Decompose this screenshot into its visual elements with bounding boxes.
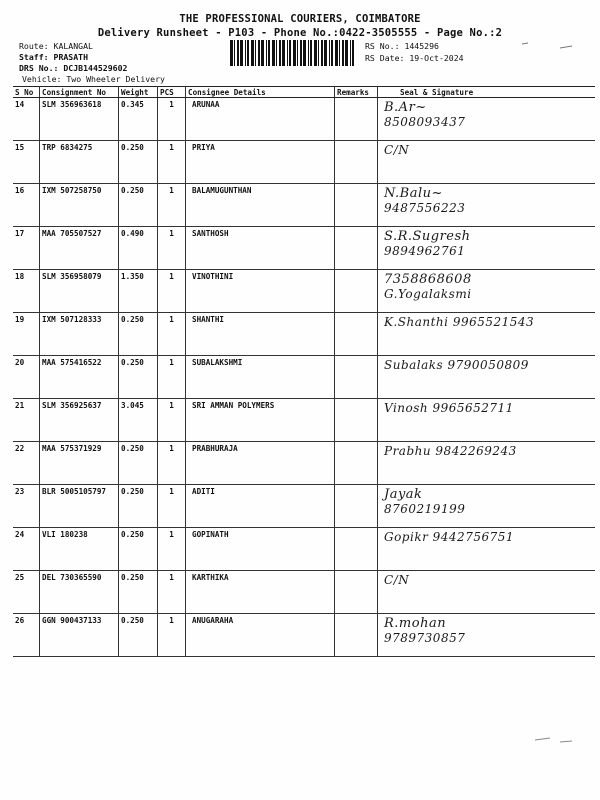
barcode-bar (266, 40, 267, 66)
rs-date-value: 19-Oct-2024 (409, 53, 464, 63)
header-sno: S No (13, 87, 40, 98)
row-consignee-name: SUBALAKSHMI (186, 356, 335, 399)
row-consignee-name: KARTHIKA (186, 571, 335, 614)
handwritten-signature (384, 487, 465, 516)
row-seal-signature (378, 227, 596, 270)
handwritten-signature (384, 229, 471, 258)
table-row (13, 184, 595, 227)
barcode-bar (314, 40, 317, 66)
row-remarks (335, 442, 378, 485)
row-sno: 16 (13, 184, 40, 227)
barcode-bar (293, 40, 296, 66)
row-consignee-name: ADITI (186, 485, 335, 528)
row-sno: 19 (13, 313, 40, 356)
row-weight: 3.045 (119, 399, 158, 442)
table-row (13, 270, 595, 313)
row-consignee-name: PRABHURAJA (186, 442, 335, 485)
row-weight: 0.250 (119, 313, 158, 356)
row-pcs: 1 (158, 485, 186, 528)
row-weight: 0.250 (119, 485, 158, 528)
rs-no-value: 1445296 (404, 41, 439, 51)
handwritten-signature (384, 143, 409, 157)
barcode-bar (287, 40, 288, 66)
row-pcs: 1 (158, 356, 186, 399)
signature-line-2: Subalaks 9790050809 (384, 358, 529, 372)
row-sno: 21 (13, 399, 40, 442)
drs-value: DCJB144529602 (63, 63, 128, 73)
handwritten-signature (384, 444, 517, 458)
row-pcs: 1 (158, 313, 186, 356)
table-row (13, 98, 595, 141)
route-line (19, 41, 93, 51)
barcode-bar (261, 40, 264, 66)
signature-line-2: 8508093437 (384, 115, 466, 129)
handwritten-signature (384, 530, 514, 544)
handwritten-signature (384, 100, 465, 129)
barcode-bar (289, 40, 291, 66)
row-consignee-name: PRIYA (186, 141, 335, 184)
barcode-bar (297, 40, 298, 66)
staff-label: Staff: (19, 52, 49, 62)
row-seal-signature (378, 356, 596, 399)
row-weight: 0.250 (119, 442, 158, 485)
barcode-bar (335, 40, 338, 66)
signature-line-2: Gopikr 9442756751 (384, 530, 514, 544)
barcode-bar (352, 40, 354, 66)
signature-line-1: N.Balu~ (384, 186, 443, 201)
row-remarks (335, 227, 378, 270)
header-consignee: Consignee Details (186, 87, 335, 98)
row-pcs: 1 (158, 571, 186, 614)
row-sno: 26 (13, 614, 40, 657)
row-weight: 0.345 (119, 98, 158, 141)
barcode-bar (310, 40, 312, 66)
signature-line-2: 9487556223 (384, 201, 466, 215)
row-pcs: 1 (158, 227, 186, 270)
row-consignee-name: GOPINATH (186, 528, 335, 571)
staff-value: PRASATH (53, 52, 89, 62)
row-remarks (335, 270, 378, 313)
row-remarks (335, 399, 378, 442)
barcode-bar (276, 40, 277, 66)
row-remarks (335, 141, 378, 184)
barcode-bar (268, 40, 270, 66)
header-weight: Weight (119, 87, 158, 98)
row-seal-signature (378, 313, 596, 356)
row-remarks (335, 614, 378, 657)
signature-line-2: G.Yogalaksmi (384, 287, 472, 301)
row-weight: 0.490 (119, 227, 158, 270)
barcode-bar (342, 40, 344, 66)
handwritten-signature (384, 401, 514, 415)
row-consignment-no: SLM 356963618 (40, 98, 119, 141)
table-row (13, 313, 595, 356)
row-remarks (335, 356, 378, 399)
row-sno: 23 (13, 485, 40, 528)
row-remarks (335, 98, 378, 141)
vehicle-value: Two Wheeler Delivery (66, 74, 165, 84)
row-consignment-no: MAA 575371929 (40, 442, 119, 485)
row-consignment-no: DEL 730365590 (40, 571, 119, 614)
route-value: KALANGAL (53, 41, 93, 51)
barcode-bar (300, 40, 302, 66)
row-consignee-name: ARUNAA (186, 98, 335, 141)
row-consignee-name: VINOTHINI (186, 270, 335, 313)
drs-line (19, 63, 127, 73)
rs-date-line (365, 53, 464, 63)
barcode-bar (272, 40, 275, 66)
row-consignment-no: TRP 6834275 (40, 141, 119, 184)
row-sno: 22 (13, 442, 40, 485)
table-header-row (13, 87, 595, 98)
row-pcs: 1 (158, 528, 186, 571)
barcode-bar (258, 40, 260, 66)
table-row (13, 227, 595, 270)
barcode-bar (234, 40, 235, 66)
row-consignment-no: GGN 900437133 (40, 614, 119, 657)
row-seal-signature (378, 270, 596, 313)
barcode-bar (251, 40, 254, 66)
row-consignment-no: SLM 356958079 (40, 270, 119, 313)
row-pcs: 1 (158, 141, 186, 184)
row-sno: 24 (13, 528, 40, 571)
table-row (13, 528, 595, 571)
document-title: THE PROFESSIONAL COURIERS, COIMBATORE (179, 13, 421, 25)
row-consignee-name: SANTHOSH (186, 227, 335, 270)
barcode-bar (345, 40, 348, 66)
barcode-bar (247, 40, 249, 66)
row-sno: 20 (13, 356, 40, 399)
table-row (13, 356, 595, 399)
vehicle-line (22, 74, 165, 84)
handwritten-signature (384, 315, 534, 329)
signature-line-2: 9894962761 (384, 244, 466, 258)
handwritten-signature (384, 272, 472, 301)
signature-line-1: R.mohan (384, 616, 447, 631)
barcode-bar (230, 40, 233, 66)
route-label: Route: (19, 41, 49, 51)
row-remarks (335, 571, 378, 614)
row-consignment-no: MAA 705507527 (40, 227, 119, 270)
row-pcs: 1 (158, 184, 186, 227)
barcode-bar (350, 40, 351, 66)
row-consignment-no: MAA 575416522 (40, 356, 119, 399)
row-seal-signature (378, 184, 596, 227)
barcode-bar (240, 40, 243, 66)
row-weight: 0.250 (119, 141, 158, 184)
row-remarks (335, 184, 378, 227)
row-seal-signature (378, 528, 596, 571)
header-pcs: PCS (158, 87, 186, 98)
row-sno: 25 (13, 571, 40, 614)
row-consignee-name: ANUGARAHA (186, 614, 335, 657)
row-consignment-no: BLR 5005105797 (40, 485, 119, 528)
handwritten-signature (384, 186, 465, 215)
signature-line-2: K.Shanthi 9965521543 (384, 315, 535, 329)
barcode-bar (279, 40, 281, 66)
row-consignment-no: IXM 507128333 (40, 313, 119, 356)
vehicle-label: Vehicle: (22, 74, 62, 84)
signature-line-2: Prabhu 9842269243 (384, 444, 517, 458)
drs-label: DRS No.: (19, 63, 59, 73)
barcode-bar (331, 40, 333, 66)
table-row (13, 571, 595, 614)
document-subtitle: Delivery Runsheet - P103 - Phone No.:0422-3505555 - Page No.:2 (97, 27, 503, 39)
barcode-bar (318, 40, 319, 66)
row-consignee-name: BALAMUGUNTHAN (186, 184, 335, 227)
table-row (13, 614, 595, 657)
row-weight: 1.350 (119, 270, 158, 313)
row-pcs: 1 (158, 614, 186, 657)
barcode-bar (237, 40, 239, 66)
row-remarks (335, 313, 378, 356)
header-consignment: Consignment No (40, 87, 119, 98)
table-row (13, 442, 595, 485)
row-sno: 15 (13, 141, 40, 184)
row-weight: 0.250 (119, 528, 158, 571)
row-remarks (335, 528, 378, 571)
handwritten-signature (384, 358, 529, 372)
row-pcs: 1 (158, 98, 186, 141)
row-consignment-no: IXM 507258750 (40, 184, 119, 227)
row-weight: 0.250 (119, 614, 158, 657)
barcode-bar (329, 40, 330, 66)
signature-line-1: 7358868608 (384, 272, 472, 287)
row-seal-signature (378, 98, 596, 141)
row-consignment-no: VLI 180238 (40, 528, 119, 571)
rs-no-line (365, 41, 439, 51)
table-row (13, 485, 595, 528)
row-pcs: 1 (158, 442, 186, 485)
row-sno: 18 (13, 270, 40, 313)
signature-line-1: Jayak (384, 487, 423, 502)
row-weight: 0.250 (119, 571, 158, 614)
row-remarks (335, 485, 378, 528)
scan-speck-mark (530, 730, 580, 750)
barcode-bar (321, 40, 323, 66)
signature-line-2: Vinosh 9965652711 (384, 401, 514, 415)
row-seal-signature (378, 442, 596, 485)
barcode-bar (308, 40, 309, 66)
signature-line-2: 9789730857 (384, 631, 466, 645)
row-seal-signature (378, 399, 596, 442)
barcode-bar (303, 40, 306, 66)
header-remarks: Remarks (335, 87, 378, 98)
row-pcs: 1 (158, 270, 186, 313)
barcode-image (230, 40, 358, 66)
row-consignee-name: SHANTHI (186, 313, 335, 356)
rs-date-label: RS Date: (365, 53, 405, 63)
handwritten-signature (384, 616, 465, 645)
row-seal-signature (378, 485, 596, 528)
barcode-bar (324, 40, 327, 66)
barcode-bar (245, 40, 246, 66)
barcode-bar (255, 40, 256, 66)
signature-line-1: S.R.Sugresh (384, 229, 471, 244)
row-consignment-no: SLM 356925637 (40, 399, 119, 442)
signature-line-2: C/N (384, 573, 410, 587)
row-seal-signature (378, 614, 596, 657)
runsheet-table (13, 86, 595, 657)
row-consignee-name: SRI AMMAN POLYMERS (186, 399, 335, 442)
row-sno: 17 (13, 227, 40, 270)
table-row (13, 399, 595, 442)
table-row (13, 141, 595, 184)
staff-line (19, 52, 88, 62)
row-weight: 0.250 (119, 356, 158, 399)
header-signature: Seal & Signature (378, 87, 596, 98)
row-sno: 14 (13, 98, 40, 141)
row-seal-signature (378, 141, 596, 184)
scan-speck-mark (520, 38, 590, 58)
barcode-bar (339, 40, 340, 66)
row-weight: 0.250 (119, 184, 158, 227)
signature-line-1: B.Ar~ (384, 100, 427, 115)
rs-no-label: RS No.: (365, 41, 400, 51)
row-seal-signature (378, 571, 596, 614)
row-pcs: 1 (158, 399, 186, 442)
signature-line-2: C/N (384, 143, 410, 157)
barcode-bar (282, 40, 285, 66)
handwritten-signature (384, 573, 409, 587)
signature-line-2: 8760219199 (384, 502, 466, 516)
